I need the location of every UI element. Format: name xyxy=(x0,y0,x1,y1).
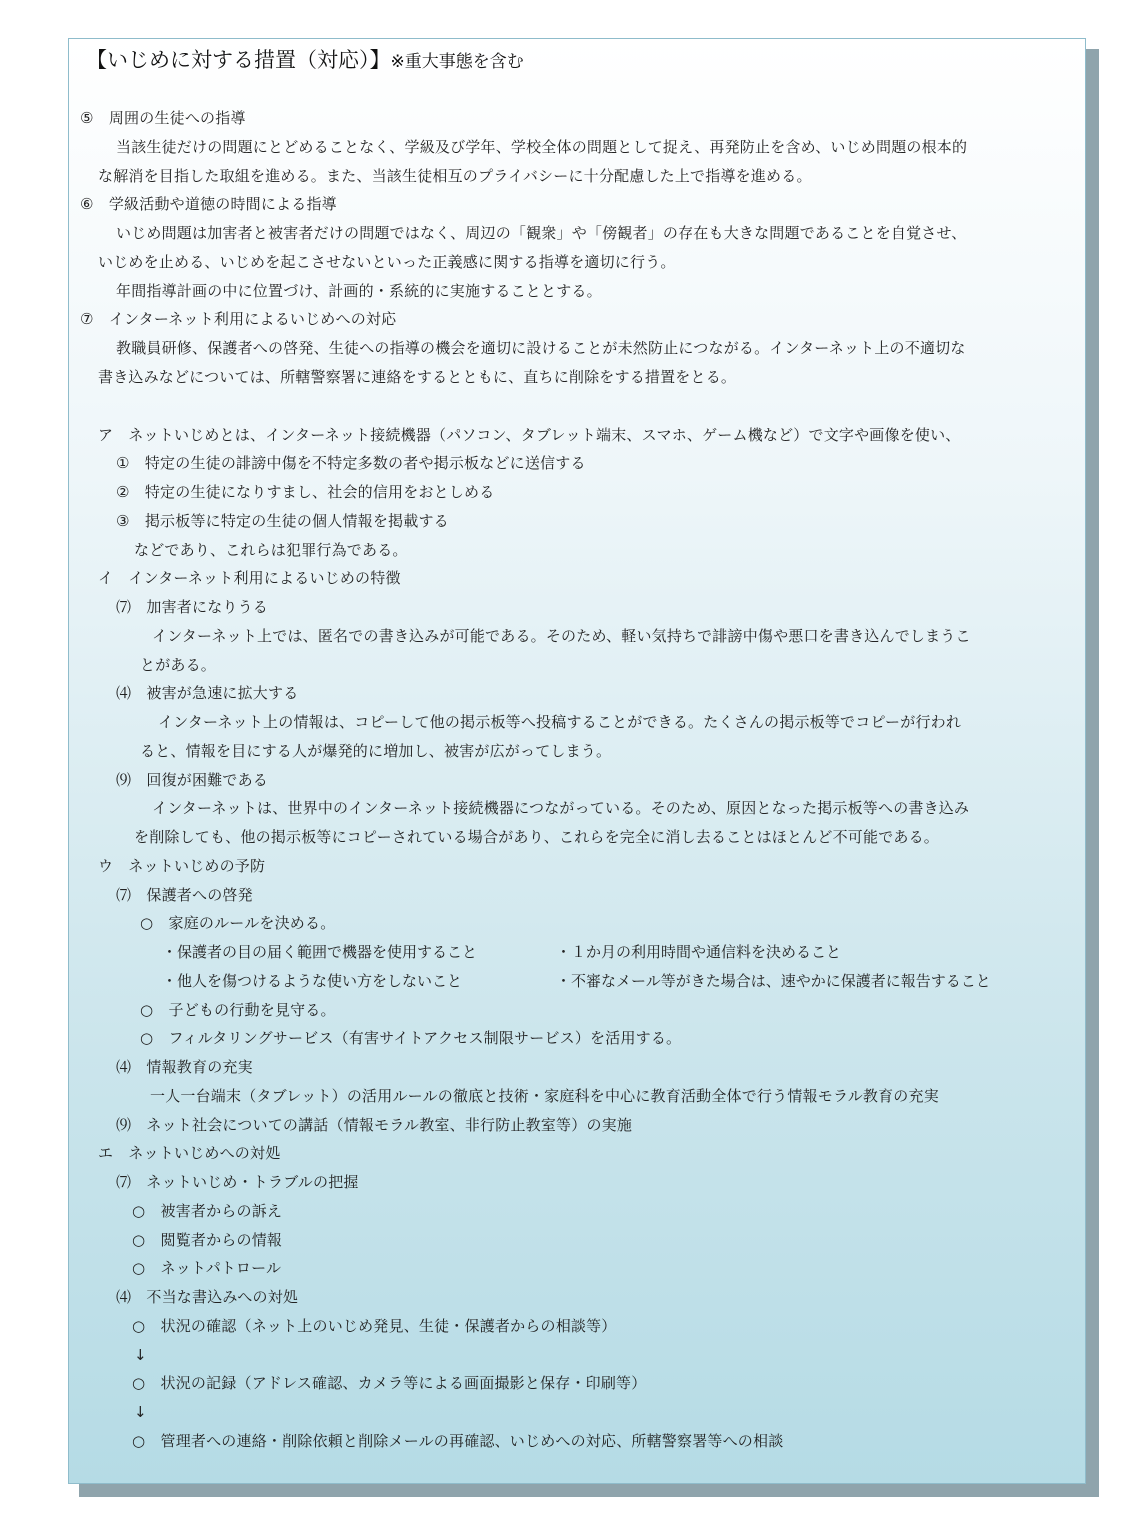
bullet-item: ○ ネットパトロール xyxy=(132,1259,282,1277)
heading-e: エ ネットいじめへの対処 xyxy=(98,1144,281,1162)
flow-step: ○ 状況の記録（アドレス確認、カメラ等による画面撮影と保存・印刷等） xyxy=(132,1374,647,1392)
paragraph-line: とがある。 xyxy=(140,656,217,674)
subheading: ⑺ 保護者への啓発 xyxy=(116,886,253,904)
bullet-item: ○ 家庭のルールを決める。 xyxy=(140,914,336,932)
subheading: ⑼ 回復が困難である xyxy=(116,771,269,789)
paragraph-line: いじめを止める、いじめを起こさせないといった正義感に関する指導を適切に行う。 xyxy=(98,253,676,271)
list-item: ① 特定の生徒の誹謗中傷を不特定多数の者や掲示板などに送信する xyxy=(116,454,586,472)
subheading: ⑷ 被害が急速に拡大する xyxy=(116,684,299,702)
bullet-item: ○ 子どもの行動を見守る。 xyxy=(140,1001,336,1019)
paragraph-line: インターネットは、世界中のインターネット接続機器につながっている。そのため、原因となった掲示板等への書き込み xyxy=(152,799,970,817)
section-5-heading: ⑤ 周囲の生徒への指導 xyxy=(80,109,246,127)
down-arrow-icon: ↓ xyxy=(134,1403,147,1421)
rule-item: ・１か月の利用時間や通信料を決めること xyxy=(556,943,842,961)
paragraph-line: 書き込みなどについては、所轄警察署に連絡をするとともに、直ちに削除をする措置をとる。 xyxy=(98,368,737,386)
paragraph-line: ると、情報を目にする人が爆発的に増加し、被害が広がってしまう。 xyxy=(140,742,612,760)
subheading: ⑺ 加害者になりうる xyxy=(116,598,269,616)
paragraph-line: インターネット上では、匿名での書き込みが可能である。そのため、軽い気持ちで誹謗中傷や悪口を書き込んでしまうこ xyxy=(152,627,971,645)
rule-item: ・他人を傷つけるような使い方をしないこと xyxy=(162,972,463,990)
title-sub: ※重大事態を含む xyxy=(390,52,524,72)
rule-item: ・不審なメール等がきた場合は、速やかに保護者に報告すること xyxy=(556,972,991,990)
subheading: ⑼ ネット社会についての講話（情報モラル教室、非行防止教室等）の実施 xyxy=(116,1116,633,1134)
heading-a: ア ネットいじめとは、インターネット接続機器（パソコン、タブレット端末、スマホ、ゲーム機など）で文字や画像を使い、 xyxy=(98,426,961,444)
subheading: ⑺ ネットいじめ・トラブルの把握 xyxy=(116,1173,359,1191)
heading-u: ウ ネットいじめの予防 xyxy=(98,857,266,875)
bullet-item: ○ 閲覧者からの情報 xyxy=(132,1231,283,1249)
paragraph-line: などであり、これらは犯罪行為である。 xyxy=(134,541,408,559)
subheading: ⑷ 不当な書込みへの対処 xyxy=(116,1288,299,1306)
title-main: 【いじめに対する措置（対応）】 xyxy=(86,48,391,72)
paragraph-line: 教職員研修、保護者への啓発、生徒への指導の機会を適切に設けることが未然防止につながる。インターネット上の不適切な xyxy=(116,339,966,357)
flow-step: ○ 状況の確認（ネット上のいじめ発見、生徒・保護者からの相談等） xyxy=(132,1317,617,1335)
rule-item: ・保護者の目の届く範囲で機器を使用すること xyxy=(162,943,478,961)
paragraph-line: を削除しても、他の掲示板等にコピーされている場合があり、これらを完全に消し去ることはほとんど不可能である。 xyxy=(134,828,940,846)
bullet-item: ○ フィルタリングサービス（有害サイトアクセス制限サービス）を活用する。 xyxy=(140,1029,682,1047)
bullet-item: ○ 被害者からの訴え xyxy=(132,1202,283,1220)
paragraph-line: 年間指導計画の中に位置づけ、計画的・系統的に実施することとする。 xyxy=(116,282,602,300)
page-title xyxy=(86,44,524,74)
paragraph-line: いじめ問題は加害者と被害者だけの問題ではなく、周辺の「観衆」や「傍観者」の存在も大きな問題であることを自覚させ、 xyxy=(116,224,967,242)
paragraph-line: な解消を目指した取組を進める。また、当該生徒相互のプライバシーに十分配慮した上で指導を進める。 xyxy=(98,167,812,185)
paragraph-line: 一人一台端末（タブレット）の活用ルールの徹底と技術・家庭科を中心に教育活動全体で行う情報モラル教育の充実 xyxy=(150,1087,939,1105)
paragraph-line: 当該生徒だけの問題にとどめることなく、学級及び学年、学校全体の問題として捉え、再発防止を含め、いじめ問題の根本的 xyxy=(116,138,968,156)
subheading: ⑷ 情報教育の充実 xyxy=(116,1058,253,1076)
section-7-heading: ⑦ インターネット利用によるいじめへの対応 xyxy=(80,310,397,328)
section-6-heading: ⑥ 学級活動や道徳の時間による指導 xyxy=(80,195,337,213)
down-arrow-icon: ↓ xyxy=(134,1346,147,1364)
list-item: ③ 掲示板等に特定の生徒の個人情報を掲載する xyxy=(116,512,449,530)
flow-step: ○ 管理者への連絡・削除依頼と削除メールの再確認、いじめへの対応、所轄警察署等への相談 xyxy=(132,1432,784,1450)
list-item: ② 特定の生徒になりすまし、社会的信用をおとしめる xyxy=(116,483,495,501)
paragraph-line: インターネット上の情報は、コピーして他の掲示板等へ投稿することができる。たくさんの掲示板等でコピーが行われ xyxy=(158,713,962,731)
heading-i: イ インターネット利用によるいじめの特徴 xyxy=(98,569,401,587)
